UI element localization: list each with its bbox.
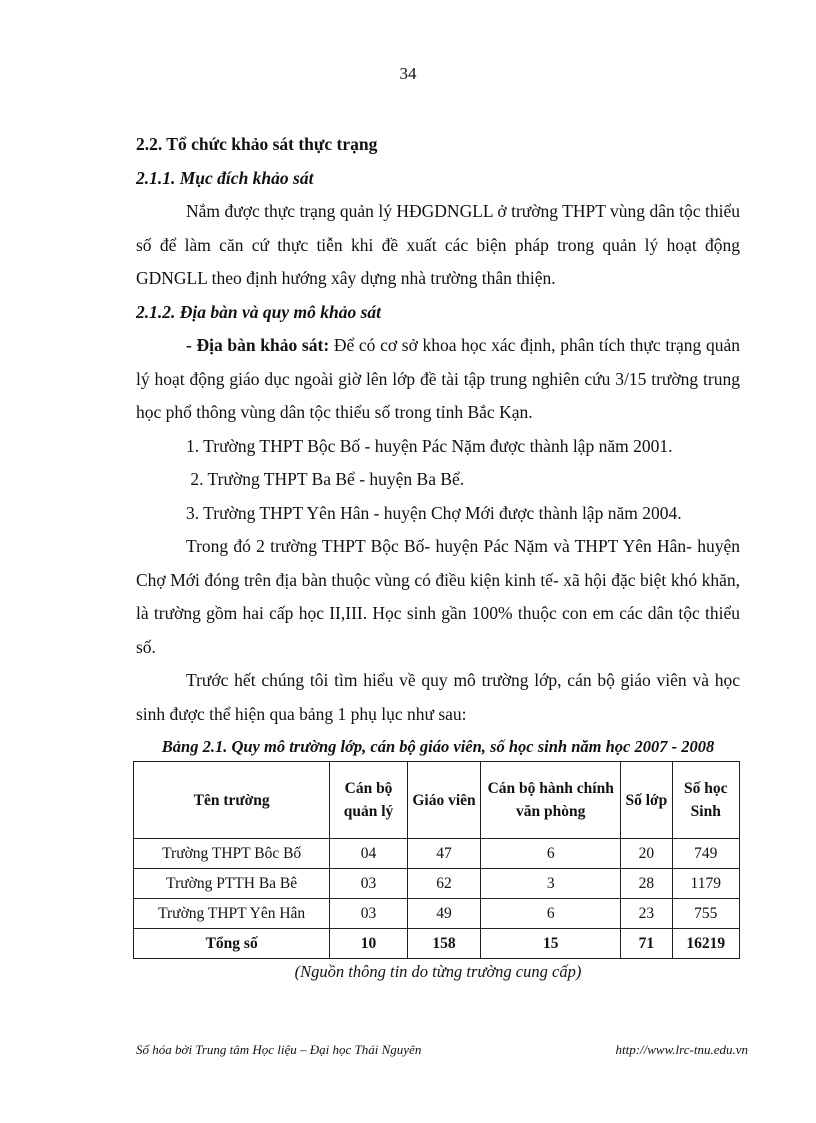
- footer-digitized-by: Số hóa bởi Trung tâm Học liệu – Đại học Thái Nguyên: [136, 1042, 422, 1057]
- table-cell: 755: [672, 899, 739, 929]
- table-row: [134, 839, 740, 869]
- table-cell: Trường PTTH Ba Bê: [134, 869, 330, 899]
- table-cell: 16219: [672, 929, 739, 959]
- table-row: [134, 899, 740, 929]
- list-item: 2. Trường THPT Ba Bể - huyện Ba Bể.: [186, 469, 465, 489]
- page-number: 34: [399, 64, 417, 83]
- paragraph-purpose: Nắm được thực trạng quản lý HĐGDNGLL ở trường THPT vùng dân tộc thiểu số để làm căn cứ thực tiễn khi đề xuất các biện pháp trong quản lý hoạt động GDNGLL theo định hướng xây dựng nhà trường thân thiện.: [136, 201, 740, 288]
- table-cell: 23: [621, 899, 672, 929]
- table-cell: 3: [481, 869, 621, 899]
- column-header: Giáo viên: [407, 762, 480, 839]
- table-cell: 71: [621, 929, 672, 959]
- survey-area-text: Để có cơ sở khoa học xác định, phân tích thực trạng quản lý hoạt động giáo dục ngoài giờ lên lớp đề tài tập trung nghiên cứu 3/15 trường trung học phổ thông vùng dân tộc thiểu số trong tỉnh Bắc Kạn.: [136, 335, 740, 422]
- paragraph-context: Trong đó 2 trường THPT Bộc Bố- huyện Pác Nặm và THPT Yên Hân- huyện Chợ Mới đóng trên địa bàn thuộc vùng có điều kiện kinh tế- xã hội đặc biệt khó khăn, là trường gồm hai cấp học II,III. Học sinh gần 100% thuộc con em các dân tộc thiểu số.: [136, 536, 740, 657]
- table-cell: 62: [407, 869, 480, 899]
- table-cell: 749: [672, 839, 739, 869]
- table-source-note: (Nguồn thông tin do từng trường cung cấp): [294, 962, 582, 981]
- table-cell: 6: [481, 839, 621, 869]
- footer-url[interactable]: http://www.lrc-tnu.edu.vn: [615, 1042, 748, 1057]
- table-caption: Bảng 2.1. Quy mô trường lớp, cán bộ giáo viên, số học sinh năm học 2007 - 2008: [161, 737, 715, 756]
- table-cell: Tổng số: [134, 929, 330, 959]
- subsection-heading-purpose: 2.1.1. Mục đích khảo sát: [136, 167, 314, 188]
- column-header: Số học Sinh: [672, 762, 739, 839]
- paragraph-survey-area: [136, 329, 740, 430]
- column-header: Số lớp: [621, 762, 672, 839]
- table-header-row: [134, 762, 740, 839]
- section-heading: 2.2. Tổ chức khảo sát thực trạng: [136, 134, 378, 154]
- table-cell: 20: [621, 839, 672, 869]
- table-cell: 28: [621, 869, 672, 899]
- column-header: Cán bộ hành chính văn phòng: [481, 762, 621, 839]
- table-total-row: [134, 929, 740, 959]
- document-body: [136, 128, 740, 985]
- list-item: 1. Trường THPT Bộc Bố - huyện Pác Nặm được thành lập năm 2001.: [186, 435, 673, 456]
- table-cell: 10: [330, 929, 408, 959]
- table-cell: 03: [330, 869, 408, 899]
- table-cell: Trường THPT Yên Hân: [134, 899, 330, 929]
- list-item: 3. Trường THPT Yên Hân - huyện Chợ Mới được thành lập năm 2004.: [186, 502, 682, 523]
- table-row: [134, 869, 740, 899]
- table-cell: 49: [407, 899, 480, 929]
- table-cell: 6: [481, 899, 621, 929]
- table-cell: 1179: [672, 869, 739, 899]
- paragraph-intro-table: Trước hết chúng tôi tìm hiểu về quy mô trường lớp, cán bộ giáo viên và học sinh được thể hiện qua bảng 1 phụ lục như sau:: [136, 670, 740, 724]
- table-cell: 03: [330, 899, 408, 929]
- table-cell: 04: [330, 839, 408, 869]
- subsection-heading-scope: 2.1.2. Địa bàn và quy mô khảo sát: [136, 301, 382, 322]
- column-header: Cán bộ quản lý: [330, 762, 408, 839]
- table-cell: 47: [407, 839, 480, 869]
- table-cell: 158: [407, 929, 480, 959]
- table-cell: 15: [481, 929, 621, 959]
- school-scale-table: [133, 761, 740, 959]
- survey-area-label: - Địa bàn khảo sát:: [186, 335, 330, 355]
- table-cell: Trường THPT Bôc Bố: [134, 839, 330, 869]
- column-header: Tên trường: [134, 762, 330, 839]
